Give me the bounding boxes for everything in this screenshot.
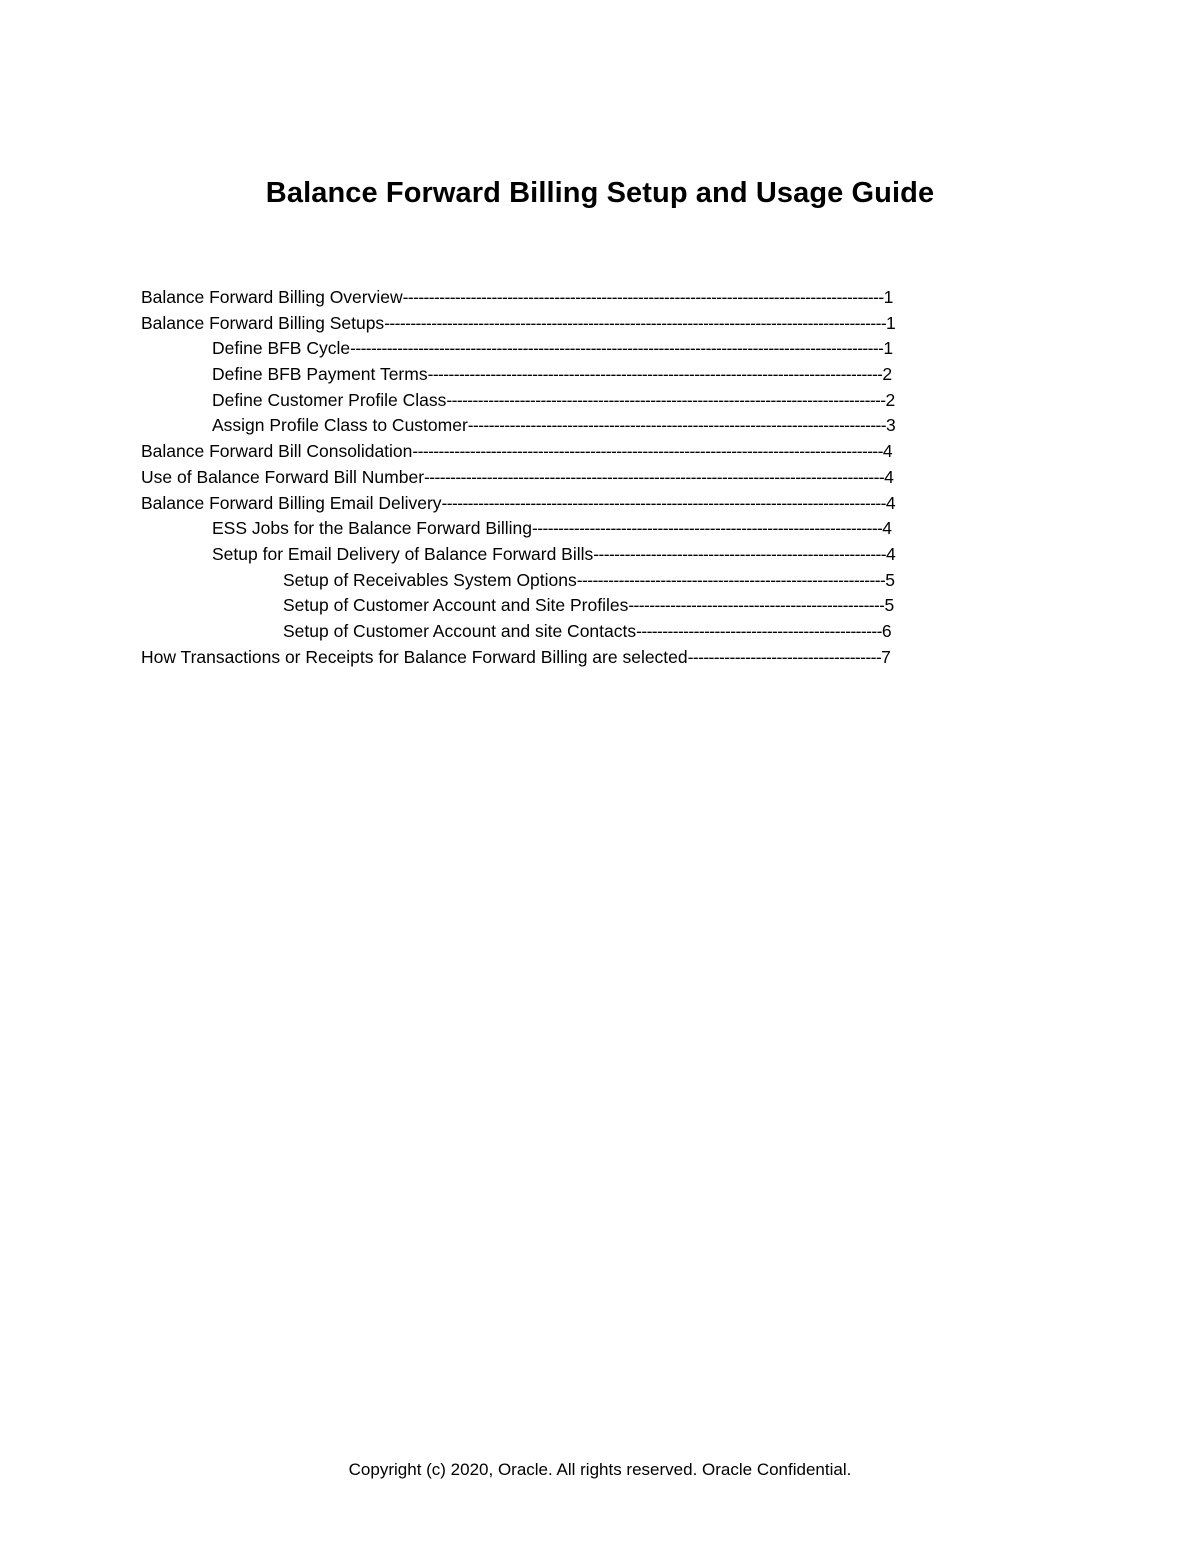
toc-page-number: 4 — [882, 441, 893, 462]
toc-page-number: 4 — [884, 466, 894, 487]
toc-page-number: 1 — [886, 312, 896, 333]
toc-entry-text: Balance Forward Billing Setups — [141, 312, 385, 333]
toc-leader: ----------------------------------------------- — [636, 620, 882, 641]
toc-leader: ---------------------------------------------------------------------------------------- — [424, 466, 885, 487]
toc-entry[interactable] — [141, 388, 1041, 414]
toc-entry-text: Balance Forward Billing Email Delivery — [141, 492, 442, 513]
toc-page-number: 1 — [883, 338, 894, 359]
toc-leader: ------------------------------------------------------------------------------------------------ — [384, 312, 887, 333]
toc-leader: ------------------------------------- — [687, 646, 882, 667]
toc-entry-text: Define Customer Profile Class — [212, 389, 447, 410]
toc-leader: -------------------------------------------------------- — [593, 543, 887, 564]
toc-entry[interactable] — [141, 619, 1041, 645]
toc-entry-text: Use of Balance Forward Bill Number — [141, 466, 425, 487]
toc-entry-text: Define BFB Payment Terms — [212, 364, 428, 385]
document-title: Balance Forward Billing Setup and Usage Guide — [265, 177, 935, 209]
toc-page-number: 3 — [886, 415, 896, 436]
toc-entry[interactable] — [141, 542, 1041, 568]
toc-leader: ------------------------------------------------------------------- — [532, 518, 883, 539]
toc-entry-text: Setup for Email Delivery of Balance Forward Bills — [212, 543, 594, 564]
toc-page-number: 5 — [884, 595, 895, 616]
toc-entry[interactable] — [141, 413, 1041, 439]
toc-leader: ----------------------------------------------------------- — [576, 569, 886, 590]
toc-page-number: 7 — [881, 646, 891, 667]
toc-page-number: 2 — [885, 389, 896, 410]
toc-leader: --------------------------------------------------------------------------------------- — [427, 364, 883, 385]
toc-entry[interactable] — [141, 285, 1041, 311]
toc-page-number: 6 — [881, 620, 892, 641]
toc-leader: -------------------------------------------------------------------------------------------- — [402, 287, 884, 307]
toc-entry[interactable] — [141, 336, 1041, 362]
toc-leader: ------------------------------------------------------------------------------------------ — [412, 441, 883, 462]
toc-leader: ------------------------------------------------------------------------------------------------------ — [350, 338, 884, 359]
toc-page-number: 5 — [885, 569, 895, 590]
toc-leader: -------------------------------------------------------------------------------- — [467, 415, 887, 436]
toc-page-number: 1 — [883, 287, 894, 307]
toc-leader: ------------------------------------------------- — [628, 595, 885, 616]
toc-entry[interactable] — [141, 465, 1041, 491]
toc-page-number: 4 — [885, 492, 896, 513]
copyright-footer: Copyright (c) 2020, Oracle. All rights reserved. Oracle Confidential. — [348, 1460, 852, 1479]
toc-entry-text: Setup of Customer Account and Site Profiles — [283, 595, 629, 616]
toc-entry-text: Setup of Customer Account and site Contacts — [283, 620, 637, 641]
toc-page-number: 2 — [882, 364, 893, 385]
table-of-contents — [141, 285, 1041, 670]
toc-entry-text: Balance Forward Bill Consolidation — [141, 441, 413, 462]
toc-entry[interactable] — [141, 593, 1041, 619]
toc-entry-text: Setup of Receivables System Options — [283, 569, 577, 590]
toc-entry[interactable] — [141, 491, 1041, 517]
toc-leader: ------------------------------------------------------------------------------------- — [441, 492, 886, 513]
toc-entry-text: How Transactions or Receipts for Balance Forward Billing are selected — [141, 646, 688, 667]
toc-entry[interactable] — [141, 311, 1041, 337]
toc-entry[interactable] — [141, 439, 1041, 465]
toc-leader: ------------------------------------------------------------------------------------ — [446, 389, 886, 410]
toc-entry[interactable] — [141, 568, 1041, 594]
toc-entry[interactable] — [141, 645, 1041, 671]
toc-entry-text: Assign Profile Class to Customer — [212, 415, 468, 436]
toc-entry-text: ESS Jobs for the Balance Forward Billing — [212, 518, 533, 539]
toc-entry[interactable] — [141, 516, 1041, 542]
toc-entry[interactable] — [141, 362, 1041, 388]
toc-entry-text: Balance Forward Billing Overview — [141, 287, 403, 307]
toc-page-number: 4 — [886, 543, 896, 564]
toc-entry-text: Define BFB Cycle — [212, 338, 351, 359]
toc-page-number: 4 — [882, 518, 893, 539]
